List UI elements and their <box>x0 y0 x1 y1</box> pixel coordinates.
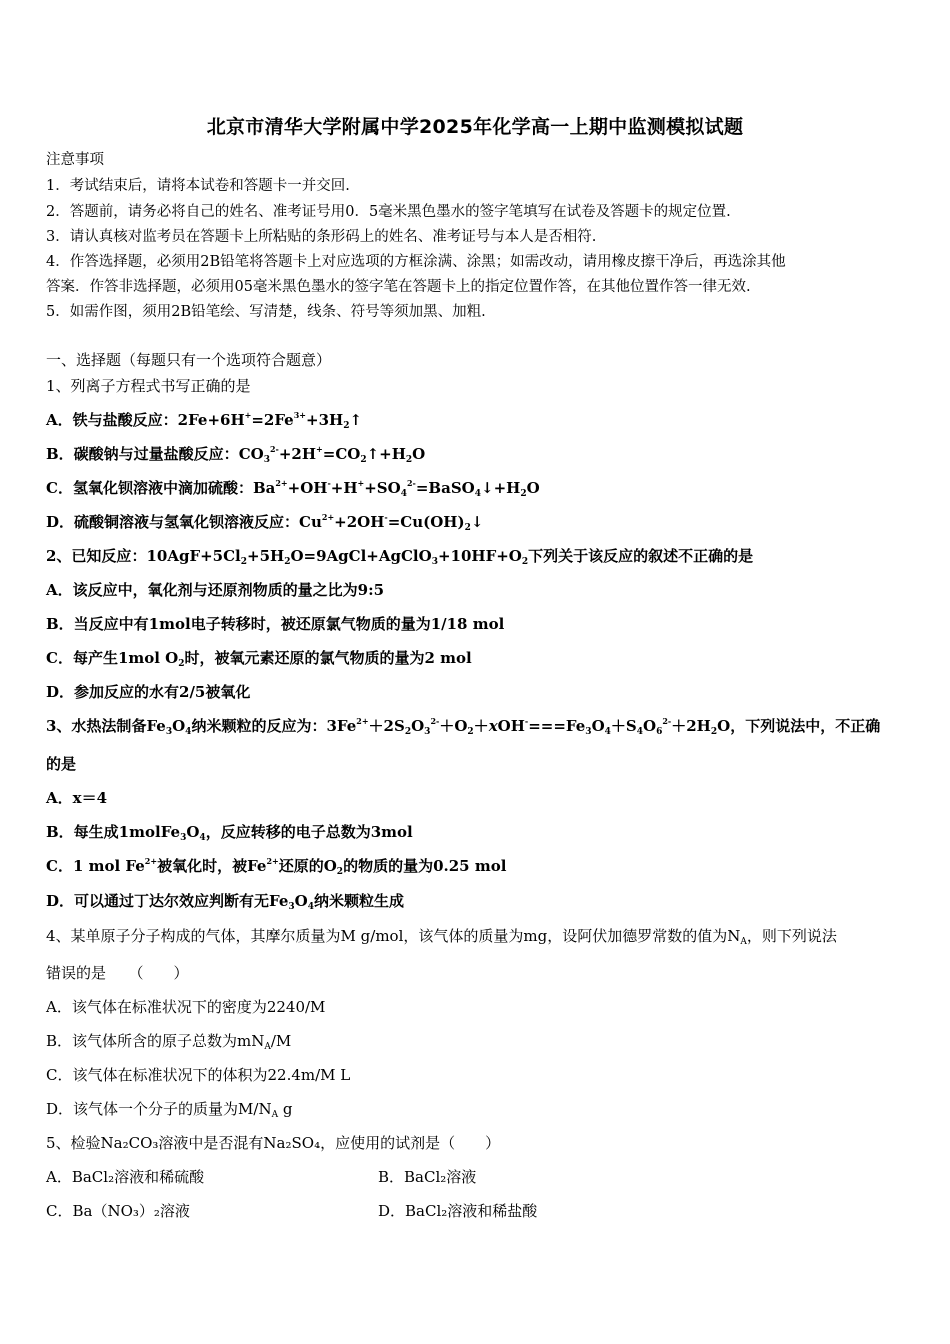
option-text: B．每生成1molFe <box>46 823 181 841</box>
question-1-option-d <box>46 512 483 532</box>
subscript: A <box>264 1042 271 1052</box>
question-5-stem: 5、检验Na₂CO₃溶液中是否混有Na₂SO₄，应使用的试剂是（ ） <box>46 1134 501 1152</box>
question-4-option-c: C．该气体在标准状况下的体积为22.4m/M L <box>46 1066 351 1084</box>
option-label: B．碳酸钠与过量盐酸反应： <box>46 445 239 463</box>
question-4-option-a: A．该气体在标准状况下的密度为2240/M <box>46 998 326 1016</box>
question-3-option-d: D．可以通过丁达尔效应判断有无$Fe_3O_4$纳米颗粒生成 <box>46 892 405 912</box>
formula: $CO_3^{2-}+2H^+=CO_2↑+H_2O$ <box>238 444 426 465</box>
notice-item: 3．请认真核对监考员在答题卡上所粘贴的条形码上的姓名、准考证号与本人是否相符. <box>46 229 597 245</box>
question-2-option-b: B．当反应中有1mol电子转移时，被还原氯气物质的量为1/18 mol <box>46 615 505 633</box>
option-text: B．该气体所含的原子总数为mN <box>46 1032 265 1050</box>
option-text: D．可以通过丁达尔效应判断有无Fe <box>46 892 289 910</box>
option-text: 被氧化时，被Fe <box>157 857 267 875</box>
page-title: 北京市清华大学附属中学2025年化学高一上期中监测模拟试题 <box>206 116 744 138</box>
option-text: D．该气体一个分子的质量为M/N <box>46 1100 272 1118</box>
formula: $Ba^{2+}+OH^-+H^++SO_4^{2-}=BaSO_4↓+H_2O$ <box>252 478 540 499</box>
stem-text: ，下列说法中，不正确 <box>730 717 881 735</box>
option-text: /M <box>270 1032 292 1050</box>
option-text: 时，被氧元素还原的氯气物质的量为2 mol <box>184 649 472 667</box>
option-label: C．氢氧化钡溶液中滴加硫酸： <box>46 479 253 497</box>
question-3-stem-line2: 的是 <box>46 755 77 773</box>
notice-item: 5．如需作图，须用2B铅笔绘、写清楚，线条、符号等须加黑、加粗. <box>46 304 486 320</box>
subscript: A <box>271 1110 279 1120</box>
option-text: ，反应转移的电子总数为3mol <box>205 823 413 841</box>
notice-item: 2．答题前，请务必将自己的姓名、准考证号用0．5毫米黑色墨水的签字笔填写在试卷及答题卡的规定位置. <box>46 204 731 220</box>
question-3-option-a: A．x＝4 <box>46 789 108 807</box>
formula: $2Fe+6H^+=2Fe^{3+}+3H_2↑$ <box>177 410 363 431</box>
stem-text: 下列关于该反应的叙述不正确的是 <box>528 547 754 565</box>
question-4-stem <box>46 926 837 946</box>
question-5-option-d: D．BaCl₂溶液和稀盐酸 <box>378 1202 538 1220</box>
question-5-option-b: B．BaCl₂溶液 <box>378 1168 477 1186</box>
option-text: 纳米颗粒生成 <box>314 892 405 910</box>
option-text: C．每产生1mol O <box>46 649 179 667</box>
question-4-option-d <box>46 1099 292 1119</box>
question-1-option-c <box>46 478 540 498</box>
option-text: g <box>278 1100 293 1118</box>
question-3-stem: 3、水热法制备$Fe_3O_4$纳米颗粒的反应为：$3Fe^{2+}+2S_2O_3^{2-}+O_2+xOH^-===Fe_3O_4+S_4O_6^{2-}+2H_2O$，下列说法中，不正确 <box>46 716 881 737</box>
question-4-stem-line2: 错误的是 （ ） <box>46 964 189 982</box>
formula: $3Fe^{2+}+2S_2O_3^{2-}+O_2+xOH^-===Fe_3O_4+S_4O_6^{2-}+2H_2O$ <box>326 716 731 737</box>
question-1-option-b <box>46 444 425 464</box>
question-3-option-b: B．每生成$1molFe_3O_4$，反应转移的电子总数为3mol <box>46 823 413 843</box>
question-2-stem <box>46 546 753 566</box>
stem-text: ，则下列说法 <box>746 927 837 945</box>
question-2-option-c: C．每产生1mol $O_2$时，被氧元素还原的氯气物质的量为2 mol <box>46 649 472 669</box>
option-text: 的物质的量为0.25 mol <box>343 857 507 875</box>
stem-text: 纳米颗粒的反应为： <box>191 717 327 735</box>
stem-text: 3、水热法制备 <box>46 717 147 735</box>
option-label: A．铁与盐酸反应： <box>46 411 178 429</box>
stem-text: 2、已知反应： <box>46 547 147 565</box>
question-1-stem: 1、列离子方程式书写正确的是 <box>46 377 251 395</box>
option-label: D．硫酸铜溶液与氢氧化钡溶液反应： <box>46 513 300 531</box>
notice-item: 答案．作答非选择题，必须用05毫米黑色墨水的签字笔在答题卡上的指定位置作答，在其他位置作答一律无效. <box>46 279 751 295</box>
subscript: A <box>740 937 747 947</box>
option-text: C．1 mol Fe <box>46 857 145 875</box>
notice-item: 4．作答选择题，必须用2B铅笔将答题卡上对应选项的方框涂满、涂黑；如需改动，请用橡皮擦干净后，再选涂其他 <box>46 254 786 270</box>
notice-heading: 注意事项 <box>46 152 104 168</box>
formula: $Cu^{2+}+2OH^-=Cu(OH)_2↓$ <box>299 512 484 533</box>
question-2-option-a: A．该反应中，氧化剂与还原剂物质的量之比为9:5 <box>46 581 385 599</box>
stem-text: 4、某单原子分子构成的气体，其摩尔质量为M g/mol，该气体的质量为mg，设阿伏加德罗常数的值为N <box>46 927 741 945</box>
question-2-option-d: D．参加反应的水有2/5被氧化 <box>46 683 251 701</box>
section-heading: 一、选择题（每题只有一个选项符合题意） <box>46 351 332 369</box>
question-1-option-a <box>46 410 362 430</box>
notice-item: 1．考试结束后，请将本试卷和答题卡一并交回. <box>46 178 350 194</box>
question-5-option-a: A．BaCl₂溶液和稀硫酸 <box>46 1168 205 1186</box>
option-text: 还原的O <box>278 857 337 875</box>
question-4-option-b <box>46 1031 291 1051</box>
question-5-option-c: C．Ba（NO₃）₂溶液 <box>46 1202 190 1220</box>
formula: $10AgF+5Cl_2+5H_2O=9AgCl+AgClO_3+10HF+O_2$ <box>146 547 529 567</box>
question-3-option-c: C．1 mol $Fe^{2+}$被氧化时，被$Fe^{2+}$还原的$O_2$的物质的量为0.25 mol <box>46 856 507 877</box>
